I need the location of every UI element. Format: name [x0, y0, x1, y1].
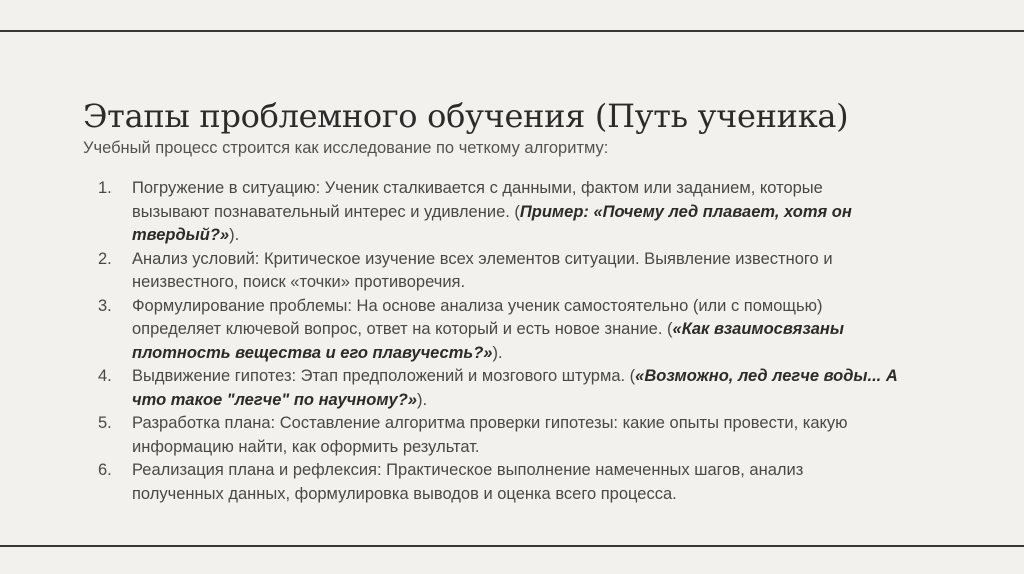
item-text-end: ). — [229, 226, 240, 244]
item-text: Выдвижение гипотез: Этап предположений и мозгового штурма. ( — [132, 367, 636, 385]
bottom-divider — [0, 545, 1024, 547]
list-item-2 — [98, 248, 898, 295]
list-item-3 — [98, 295, 898, 366]
list-item-1 — [98, 177, 898, 248]
list-item-6 — [98, 459, 898, 506]
slide-subtitle: Учебный процесс строится как исследование по четкому алгоритму: — [83, 139, 609, 157]
item-number: 4. — [98, 367, 112, 385]
slide-title: Этапы проблемного обучения (Путь ученика) — [83, 97, 849, 135]
list-item-4 — [98, 365, 898, 412]
steps-list — [98, 177, 898, 506]
item-number: 1. — [98, 179, 112, 197]
item-text-end: ). — [417, 390, 428, 409]
item-number: 6. — [98, 461, 112, 479]
item-text: Анализ условий: Критическое изучение всех элементов ситуации. Выявление известного и неизвестного, поиск «точки» противоречия. — [132, 249, 833, 291]
item-example: Пример: «Почему лед плавает, хотя он твердый?» — [132, 202, 852, 244]
list-item-5 — [98, 412, 898, 459]
item-text: Формулирование проблемы: На основе анализа ученик самостоятельно (или с помощью) определяет ключевой вопрос, ответ на который и есть новое знание. ( — [132, 296, 823, 338]
item-text: Погружение в ситуацию: Ученик сталкивается с данными, фактом или заданием, которые вызывают познавательный интерес и удивление. ( — [132, 179, 823, 221]
item-number: 2. — [98, 249, 112, 268]
top-divider — [0, 30, 1024, 32]
item-example: «Возможно, лед легче воды... А что такое "легче" по научному?» — [132, 367, 898, 409]
item-text-end: ). — [492, 343, 503, 362]
item-text: Разработка плана: Составление алгоритма проверки гипотезы: какие опыты провести, какую информацию найти, как оформить результат. — [132, 414, 848, 456]
item-number: 3. — [98, 296, 112, 315]
item-number: 5. — [98, 414, 112, 432]
item-example: «Как взаимосвязаны плотность вещества и его плавучесть?» — [132, 320, 844, 362]
item-text: Реализация плана и рефлексия: Практическое выполнение намеченных шагов, анализ полученных данных, формулировка выводов и оценка всего процесса. — [132, 461, 804, 503]
